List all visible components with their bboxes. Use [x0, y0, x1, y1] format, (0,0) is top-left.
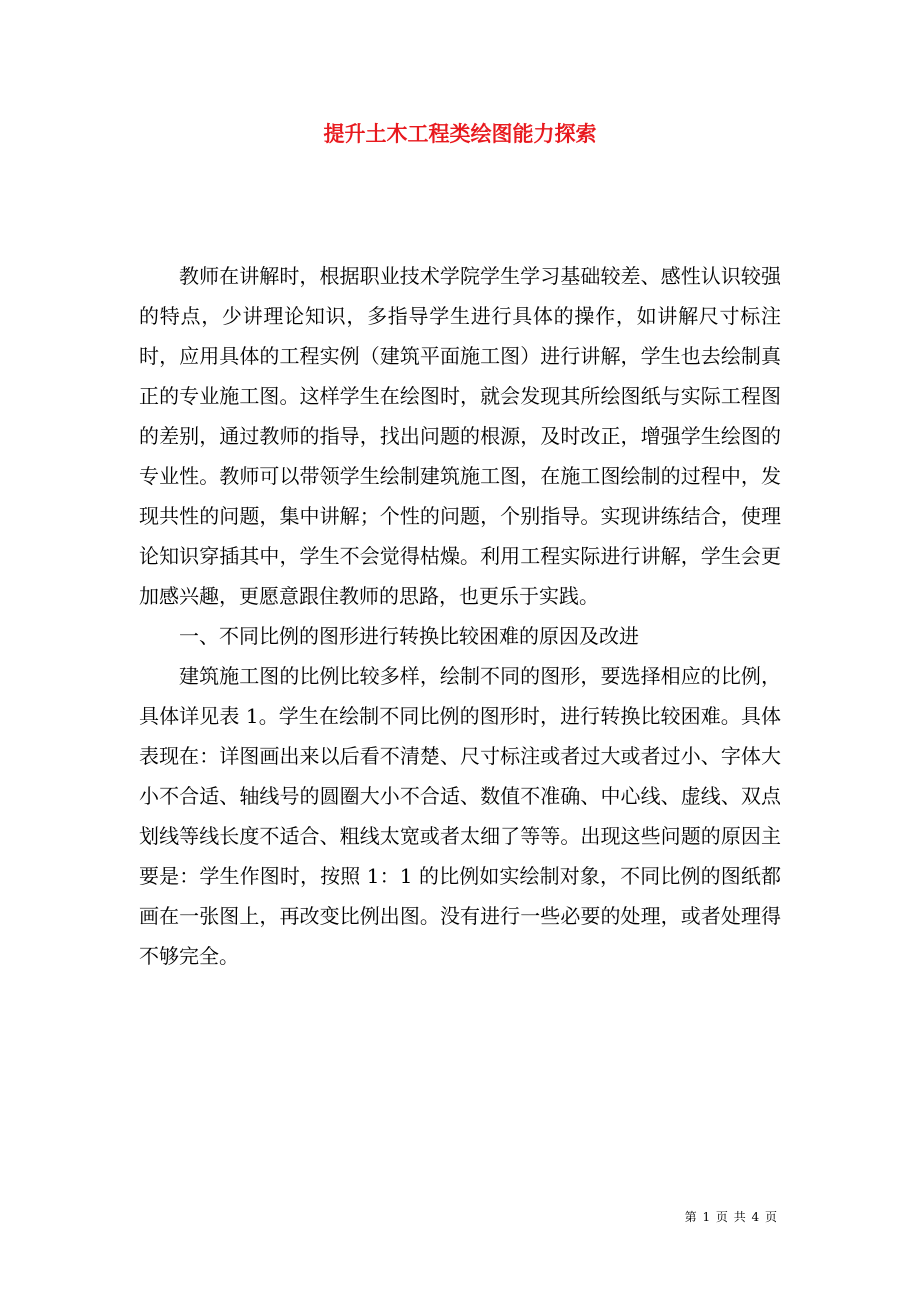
document-body [139, 256, 781, 976]
page-number: 第 1 页 共 4 页 [684, 1210, 778, 1224]
document-title: 提升土木工程类绘图能力探索 [323, 121, 597, 146]
body-paragraph: 建筑施工图的比例比较多样，绘制不同的图形，要选择相应的比例，具体详见表 1。学生在绘制不同比例的图形时，进行转换比较困难。具体表现在：详图画出来以后看不清楚、尺寸标注或者过大或者过小、字体大小不合适、轴线号的圆圈大小不合适、数值不准确、中心线、虚线、双点划线等线长度不适合、粗线太宽或者太细了等等。出现这些问题的原因主要是：学生作图时，按照 1：1 的比例如实绘制对象，不同比例的图纸都画在一张图上，再改变比例出图。没有进行一些必要的处理，或者处理得不够完全。 [139, 664, 781, 968]
section-heading: 一、不同比例的图形进行转换比较困难的原因及改进 [179, 624, 639, 648]
body-paragraph: 教师在讲解时，根据职业技术学院学生学习基础较差、感性认识较强的特点，少讲理论知识，多指导学生进行具体的操作，如讲解尺寸标注时，应用具体的工程实例（建筑平面施工图）进行讲解，学生也去绘制真正的专业施工图。这样学生在绘图时，就会发现其所绘图纸与实际工程图的差别，通过教师的指导，找出问题的根源，及时改正，增强学生绘图的专业性。教师可以带领学生绘制建筑施工图，在施工图绘制的过程中，发现共性的问题，集中讲解；个性的问题，个别指导。实现讲练结合，使理论知识穿插其中，学生不会觉得枯燥。利用工程实际进行讲解，学生会更加感兴趣，更愿意跟住教师的思路，也更乐于实践。 [139, 264, 781, 608]
